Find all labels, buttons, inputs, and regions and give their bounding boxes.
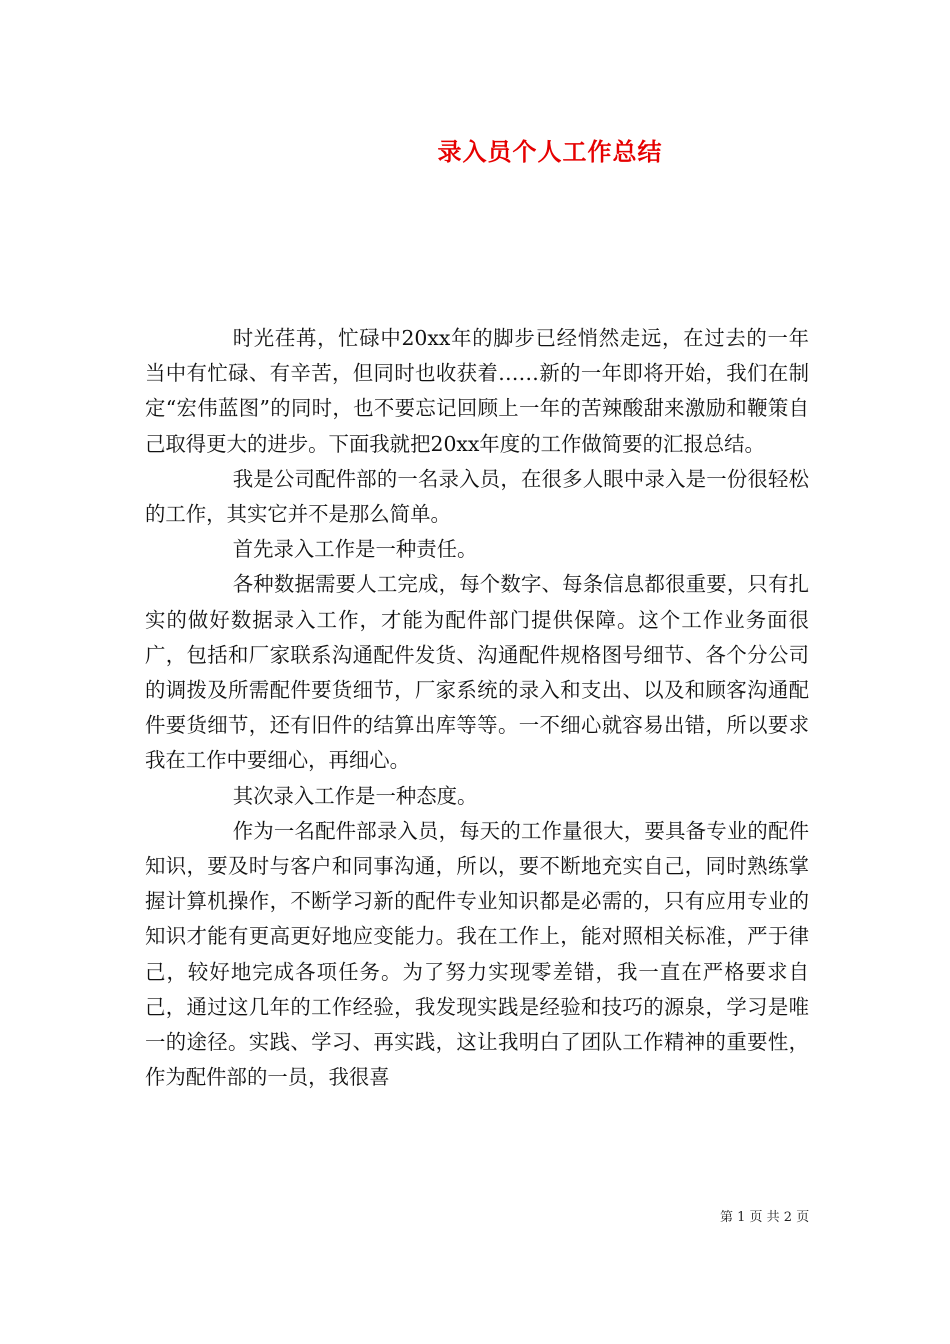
paragraph-intro: 时光荏苒，忙碌中20xx年的脚步已经悄然走远，在过去的一年当中有忙碌、有辛苦，但同时也收获着……新的一年即将开始，我们在制定“宏伟蓝图”的同时，也不要忘记回顾上一年的苦辣酸甜来激励和鞭策自己取得更大的进步。下面我就把20xx年度的工作做简要的汇报总结。 [145,326,809,456]
paragraph-heading-responsibility: 首先录入工作是一种责任。 [232,537,478,562]
paragraph-role: 我是公司配件部的一名录入员，在很多人眼中录入是一份很轻松的工作，其实它并不是那么简单。 [145,466,809,527]
page-indicator: 第 1 页 共 2 页 [720,1210,810,1225]
document-body [145,321,809,1095]
paragraph-heading-attitude: 其次录入工作是一种态度。 [232,783,478,808]
paragraph-attitude: 作为一名配件部录入员，每天的工作量很大，要具备专业的配件知识，要及时与客户和同事沟通，所以，要不断地充实自己，同时熟练掌握计算机操作，不断学习新的配件专业知识都是必需的，只有应用专业的知识才能有更高更好地应变能力。我在工作上，能对照相关标准，严于律己，较好地完成各项任务。为了努力实现零差错，我一直在严格要求自己，通过这几年的工作经验，我发现实践是经验和技巧的源泉，学习是唯一的途径。实践、学习、再实践，这让我明白了团队工作精神的重要性，作为配件部的一员，我很喜 [145,818,809,1090]
paragraph-responsibility: 各种数据需要人工完成，每个数字、每条信息都很重要，只有扎实的做好数据录入工作，才能为配件部门提供保障。这个工作业务面很广，包括和厂家联系沟通配件发货、沟通配件规格图号细节、各个分公司的调拨及所需配件要货细节，厂家系统的录入和支出、以及和顾客沟通配件要货细节，还有旧件的结算出库等等。一不细心就容易出错，所以要求我在工作中要细心，再细心。 [145,572,809,773]
document-title: 录入员个人工作总结 [437,138,663,166]
